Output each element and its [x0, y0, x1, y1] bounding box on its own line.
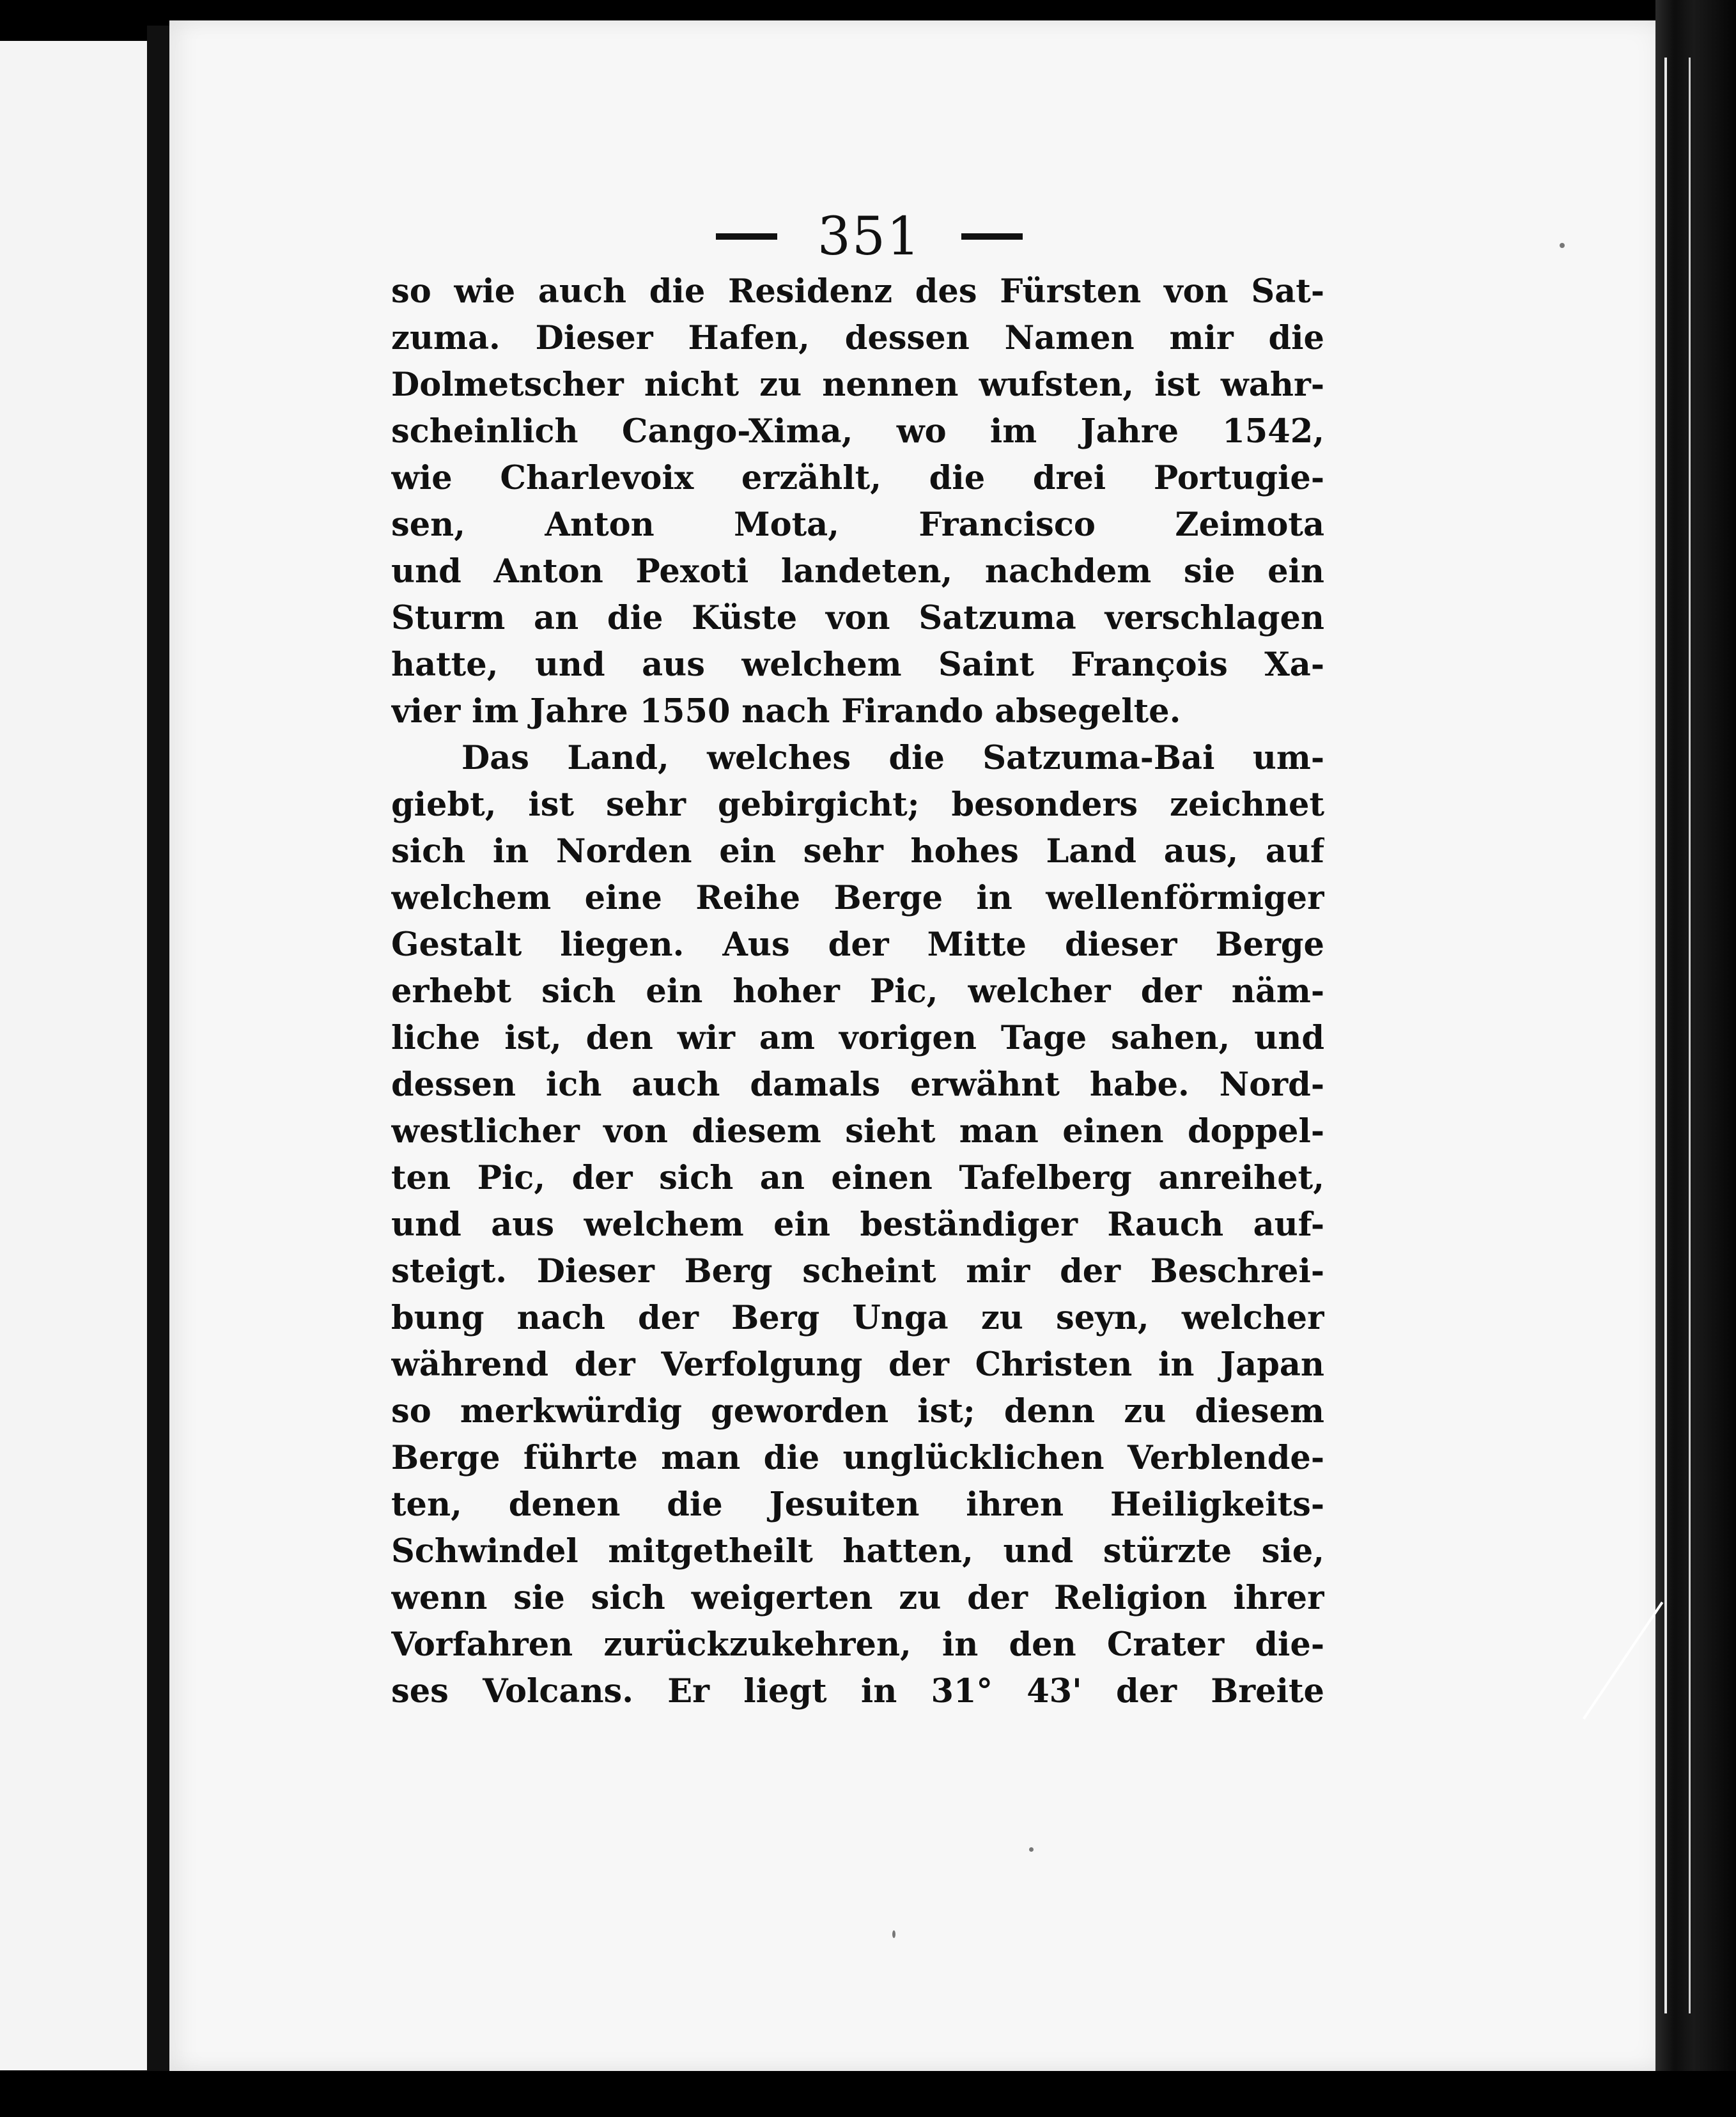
- text-line: giebt, ist sehr gebirgicht; besonders zeichnet: [391, 786, 1324, 824]
- text-line: scheinlich Cango-Xima, wo im Jahre 1542,: [391, 412, 1324, 451]
- text-line: zuma. Dieser Hafen, dessen Namen mir die: [391, 319, 1324, 357]
- text-line: so merkwürdig geworden ist; denn zu diesem: [391, 1392, 1324, 1431]
- text-line: Gestalt liegen. Aus der Mitte dieser Berge: [391, 926, 1324, 964]
- text-line: liche ist, den wir am vorigen Tage sahen, und: [391, 1019, 1324, 1057]
- text-line: und Anton Pexoti landeten, nachdem sie ein: [391, 552, 1324, 591]
- text-line: Schwindel mitgetheilt hatten, und stürzte sie,: [391, 1532, 1324, 1570]
- text-line: hatte, und aus welchem Saint François Xa-: [391, 646, 1324, 684]
- text-line: wie Charlevoix erzählt, die drei Portugie-: [391, 459, 1324, 497]
- text-line: vier im Jahre 1550 nach Firando absegelte.: [391, 692, 1181, 731]
- facing-page-edge: [0, 41, 148, 2070]
- text-line: so wie auch die Residenz des Fürsten von Sat-: [391, 272, 1324, 311]
- text-line: westlicher von diesem sieht man einen doppel-: [391, 1112, 1324, 1151]
- scan-border-bottom: [0, 2071, 1736, 2117]
- text-line: Dolmetscher nicht zu nennen wufsten, ist wahr-: [391, 366, 1324, 404]
- text-line: Vorfahren zurückzukehren, in den Crater die-: [391, 1625, 1324, 1664]
- page-edge-line: [1664, 58, 1667, 2013]
- text-line: ses Volcans. Er liegt in 31° 43' der Breite: [391, 1672, 1324, 1710]
- header-dash-right: [961, 233, 1023, 240]
- paper-speck: [1560, 243, 1565, 248]
- body-text: [391, 268, 1324, 1715]
- text-line: Berge führte man die unglücklichen Verblende-: [391, 1439, 1324, 1477]
- book-cover-edge: [1655, 0, 1736, 2117]
- text-line: und aus welchem ein beständiger Rauch auf-: [391, 1206, 1324, 1244]
- text-line: sich in Norden ein sehr hohes Land aus, auf: [391, 832, 1324, 871]
- text-line: während der Verfolgung der Christen in Japan: [391, 1345, 1324, 1384]
- header-dash-left: [716, 233, 777, 240]
- paper-speck: [892, 1930, 895, 1938]
- paper-speck: [1029, 1847, 1034, 1852]
- text-line: bung nach der Berg Unga zu seyn, welcher: [391, 1299, 1324, 1337]
- text-line: erhebt sich ein hoher Pic, welcher der näm-: [391, 972, 1324, 1011]
- page-number-header: [716, 192, 1023, 281]
- paragraph-start-line: Das Land, welches die Satzuma-Bai um-: [461, 739, 1324, 777]
- text-line: wenn sie sich weigerten zu der Religion ihrer: [391, 1579, 1324, 1617]
- text-line: steigt. Dieser Berg scheint mir der Beschrei-: [391, 1252, 1324, 1291]
- text-line: ten, denen die Jesuiten ihren Heiligkeits-: [391, 1485, 1324, 1524]
- page-edge-line: [1689, 58, 1691, 2013]
- text-line: Sturm an die Küste von Satzuma verschlagen: [391, 599, 1324, 637]
- text-line: sen, Anton Mota, Francisco Zeimota: [391, 506, 1324, 544]
- text-line: dessen ich auch damals erwähnt habe. Nord-: [391, 1066, 1324, 1104]
- page-number: 351: [817, 206, 922, 267]
- text-line: welchem eine Reihe Berge in wellenförmiger: [391, 879, 1324, 917]
- text-line: ten Pic, der sich an einen Tafelberg anreihet,: [391, 1159, 1324, 1197]
